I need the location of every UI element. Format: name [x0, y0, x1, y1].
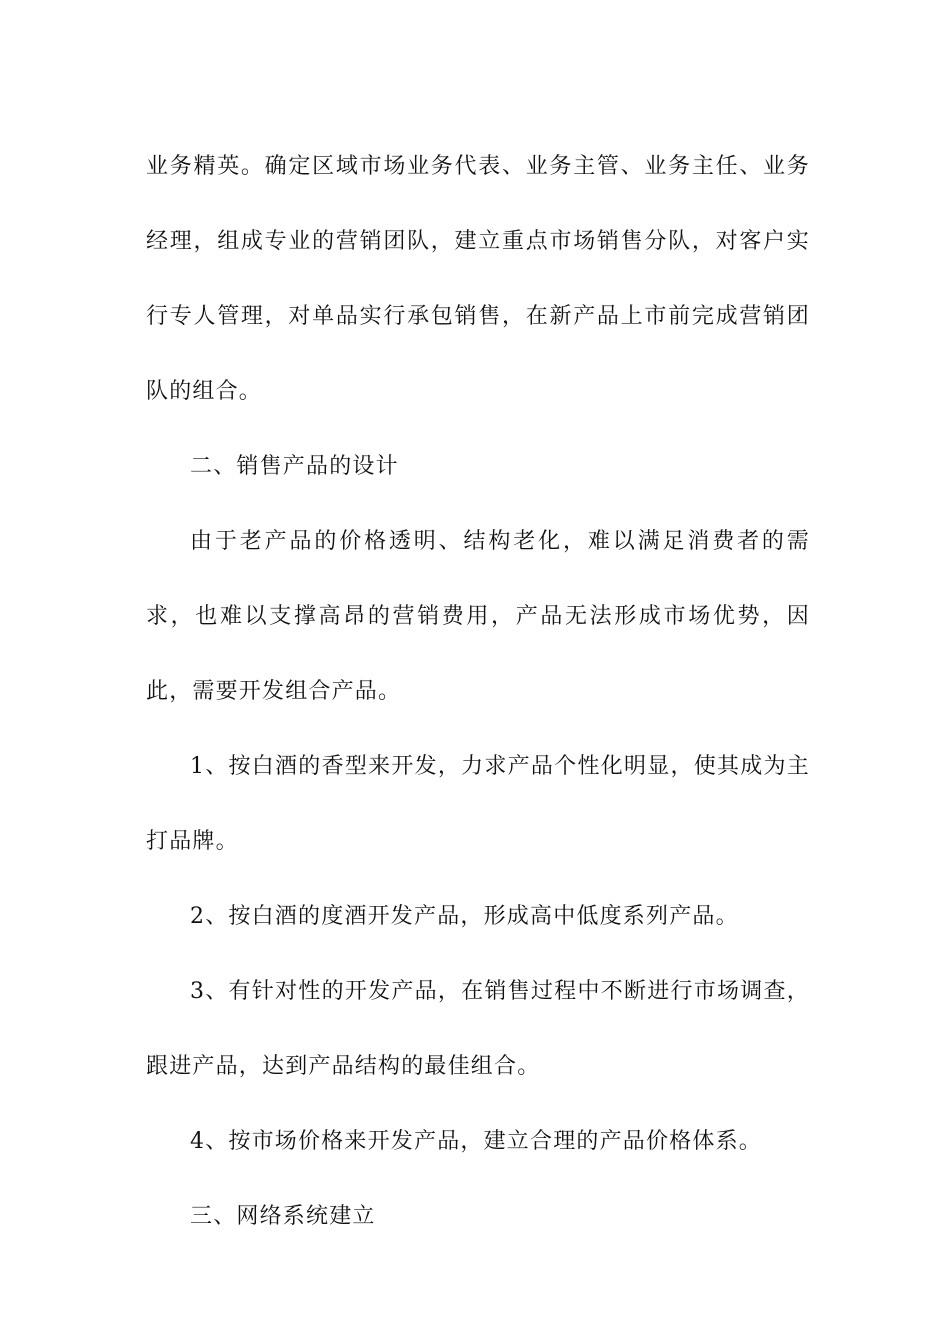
list-item-2: 2、按白酒的度酒开发产品，形成高中低度系列产品。 [190, 904, 739, 929]
section-heading-network-system: 三、网络系统建立 [190, 1204, 376, 1229]
document-body [146, 129, 810, 1254]
paragraph-team-building: 业务精英。确定区域市场业务代表、业务主管、业务主任、业务经理，组成专业的营销团队，建立重点市场销售分队，对客户实行专人管理，对单品实行承包销售，在新产品上市前完成营销团队的组合。 [146, 154, 810, 404]
section-heading-product-design: 二、销售产品的设计 [190, 454, 399, 479]
list-item-1: 1、按白酒的香型来开发，力求产品个性化明显，使其成为主打品牌。 [146, 754, 810, 854]
paragraph-product-rationale: 由于老产品的价格透明、结构老化，难以满足消费者的需求，也难以支撑高昂的营销费用，产品无法形成市场优势，因此，需要开发组合产品。 [146, 529, 810, 704]
list-item-4: 4、按市场价格来开发产品，建立合理的产品价格体系。 [190, 1129, 762, 1154]
list-item-3: 3、有针对性的开发产品，在销售过程中不断进行市场调查，跟进产品，达到产品结构的最佳组合。 [146, 979, 810, 1079]
